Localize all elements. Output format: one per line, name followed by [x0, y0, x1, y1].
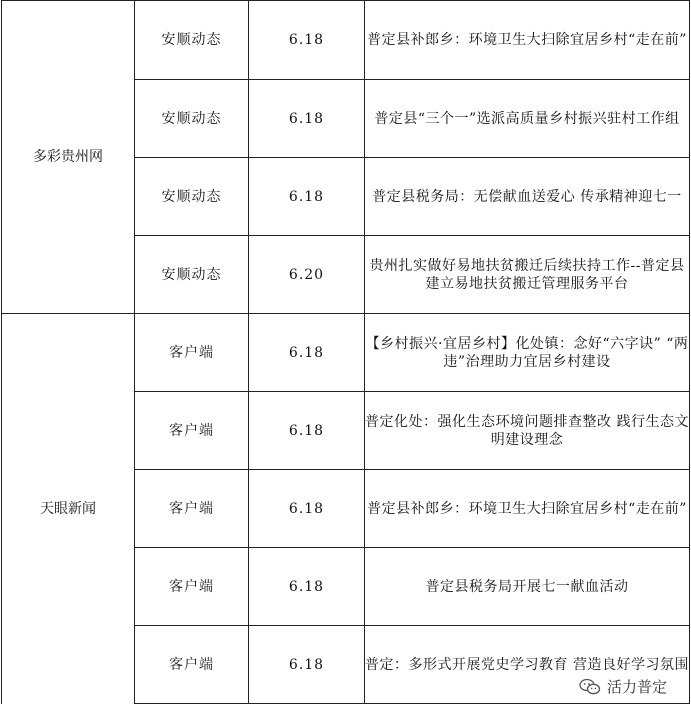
date-cell: 6.18 [249, 470, 365, 548]
source-cell: 客户端 [135, 392, 249, 470]
title-cell: 【乡村振兴·宜居乡村】化处镇：念好“六字诀” “两违”治理助力宜居乡村建设 [365, 314, 690, 392]
source-cell: 安顺动态 [135, 1, 249, 80]
table-body [2, 1, 690, 704]
title-cell: 普定县税务局开展七一献血活动 [365, 548, 690, 626]
news-table [1, 0, 690, 704]
source-cell: 安顺动态 [135, 236, 249, 314]
title-cell: 普定化处：强化生态环境问题排查整改 践行生态文明建设理念 [365, 392, 690, 470]
source-cell: 客户端 [135, 314, 249, 392]
date-cell: 6.18 [249, 626, 365, 704]
wechat-icon [579, 678, 601, 696]
date-cell: 6.18 [249, 392, 365, 470]
date-cell: 6.18 [249, 1, 365, 80]
platform-cell: 多彩贵州网 [2, 1, 135, 314]
date-cell: 6.18 [249, 80, 365, 158]
title-cell: 贵州扎实做好易地扶贫搬迁后续扶持工作--普定县建立易地扶贫搬迁管理服务平台 [365, 236, 690, 314]
watermark [575, 674, 671, 699]
table-row [2, 1, 690, 80]
source-cell: 客户端 [135, 470, 249, 548]
date-cell: 6.18 [249, 158, 365, 236]
title-cell: 普定县补郎乡：环境卫生大扫除宜居乡村“走在前” [365, 470, 690, 548]
platform-cell: 天眼新闻 [2, 314, 135, 704]
table-row [2, 314, 690, 392]
date-cell: 6.18 [249, 548, 365, 626]
source-cell: 安顺动态 [135, 158, 249, 236]
source-cell: 客户端 [135, 548, 249, 626]
source-cell: 客户端 [135, 626, 249, 704]
title-cell: 普定县“三个一”选派高质量乡村振兴驻村工作组 [365, 80, 690, 158]
watermark-text: 活力普定 [606, 678, 667, 696]
date-cell: 6.20 [249, 236, 365, 314]
title-cell: 普定县税务局：无偿献血送爱心 传承精神迎七一 [365, 158, 690, 236]
date-cell: 6.18 [249, 314, 365, 392]
title-cell: 普定：多形式开展党史学习教育 营造良好学习氛围 [365, 626, 690, 704]
title-cell: 普定县补郎乡：环境卫生大扫除宜居乡村“走在前” [365, 1, 690, 80]
source-cell: 安顺动态 [135, 80, 249, 158]
